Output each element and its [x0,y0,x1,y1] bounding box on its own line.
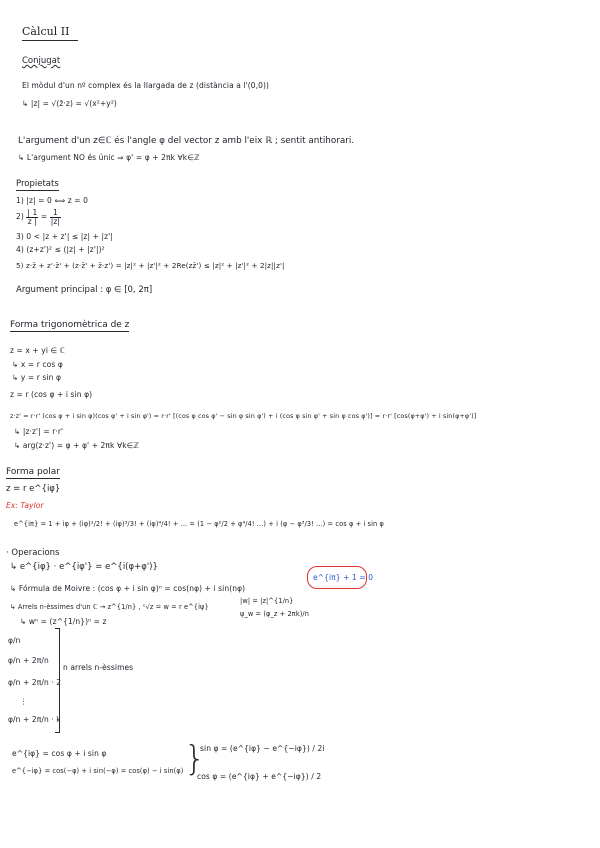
polar-heading: Forma polar [6,467,60,477]
trig-heading: Forma trigonomètrica de z [10,320,130,330]
sin-formula: sin φ = (e^{iφ} − e^{−iφ}) / 2i [200,744,325,753]
argument-principal: Argument principal : φ ∈ [0, 2π] [16,285,153,295]
propietat-3: 3) 0 < |z + z'| ≤ |z| + |z'| [16,232,113,241]
cos-formula: cos φ = (e^{iφ} + e^{−iφ}) / 2 [197,772,322,781]
trig-line-3: ↳ y = r sin φ [12,373,62,382]
taylor-label: Ex: Taylor [6,501,44,510]
root-k: φ/n + 2π/n · k [8,715,61,724]
euler-brace: } [184,739,206,779]
roots-bracket [55,628,60,733]
operacio-3: ↳ Arrels n-èssimes d'un ℂ → z^{1/n} , ⁿ√z = w = r e^{iψ} [10,603,209,611]
euler-1: e^{iφ} = cos φ + i sin φ [12,749,107,758]
trig-line-6: ↳ |z·z'| = r·r' [14,427,64,436]
operacio-2: ↳ Fórmula de Moivre : (cos φ + i sin φ)ⁿ = cos(nφ) + i sin(nφ) [10,584,246,593]
operacio-4: ↳ wⁿ = (z^{1/n})ⁿ = z [20,617,107,626]
euler-2: e^{−iφ} = cos(−φ) + i sin(−φ) = cos(φ) − i sin(φ) [12,767,184,775]
euler-identity: e^{iπ} + 1 = 0 [313,573,374,582]
taylor-expansion: e^{iπ} = 1 + iφ + (iφ)²/2! + (iφ)³/3! + (iφ)⁴/4! + ... = (1 − φ²/2 + φ⁴/4! ...) + i (φ − φ³/3! ...) = cos φ + i sin φ [14,520,384,528]
conjugat-line-1: El mòdul d'un nº complex és la llargada de z (distància a l'(0,0)) [22,81,270,90]
operacio-3a: |w| = |z|^{1/n} [240,597,294,605]
operacio-1: ↳ e^{iφ} · e^{iφ'} = e^{i(φ+φ')} [10,562,158,572]
trig-line-1: z = x + yi ∈ ℂ [10,346,65,355]
trig-line-4: z = r (cos φ + i sin φ) [10,390,93,399]
polar-formula: z = r e^{iφ} [6,484,61,494]
trig-line-2: ↳ x = r cos φ [12,360,63,369]
propietat-1: 1) |z| = 0 ⟺ z = 0 [16,196,88,205]
root-0: φ/n [8,636,21,645]
conjugat-heading: Conjugat [22,56,61,66]
argument-line-1: L'argument d'un z∈ℂ és l'angle φ del vector z amb l'eix ℝ ; sentit antihorari. [18,136,355,146]
conjugat-line-2: ↳ |z| = √(z̄·z) = √(x²+y²) [22,99,117,108]
page-title-text: Càlcul II [22,25,70,38]
propietats-heading: Propietats [16,179,59,189]
propietat-5: 5) z·z̄ + z'·z̄' + (z·z̄' + z̄·z') = |z|² + |z'|² + 2Re(zz̄') ≤ |z|² + |z'|² + 2|z||z'| [16,261,285,270]
roots-label: n arrels n-èssimes [63,663,134,672]
propietat-4: 4) (z+z')² ≤ (|z| + |z'|)² [16,245,105,254]
fraction: $\frac{1}{|z|}$ [50,208,61,226]
argument-line-2: ↳ L'argument NO és únic ⇒ φ' = φ + 2πk ∀k∈ℤ [18,153,200,162]
trig-line-7: ↳ arg(z·z') = φ + φ' + 2πk ∀k∈ℤ [14,441,139,450]
propietat-2: 2) $\frac{| 1}{z |}$ = $\frac{1}{|z|}$ [16,208,61,226]
root-dots: ⋮ [20,697,28,706]
operacions-heading: · Operacions [6,548,60,558]
operacio-3b: ψ_w = (φ_z + 2πk)/n [240,610,310,618]
root-2: φ/n + 2π/n · 2 [8,678,62,687]
root-1: φ/n + 2π/n [8,656,49,665]
page-title [22,26,78,41]
fraction: $\frac{| 1}{z |}$ [27,208,38,226]
trig-line-5: z·z' = r·r' (cos φ + i sin φ)(cos φ' + i sin φ') = r·r' [(cos φ cos φ' − sin φ sin φ') + i (cos φ sin φ' + sin φ cos φ')] = r·r' [cos(φ+φ') + i sin(φ+φ')] [10,412,477,420]
